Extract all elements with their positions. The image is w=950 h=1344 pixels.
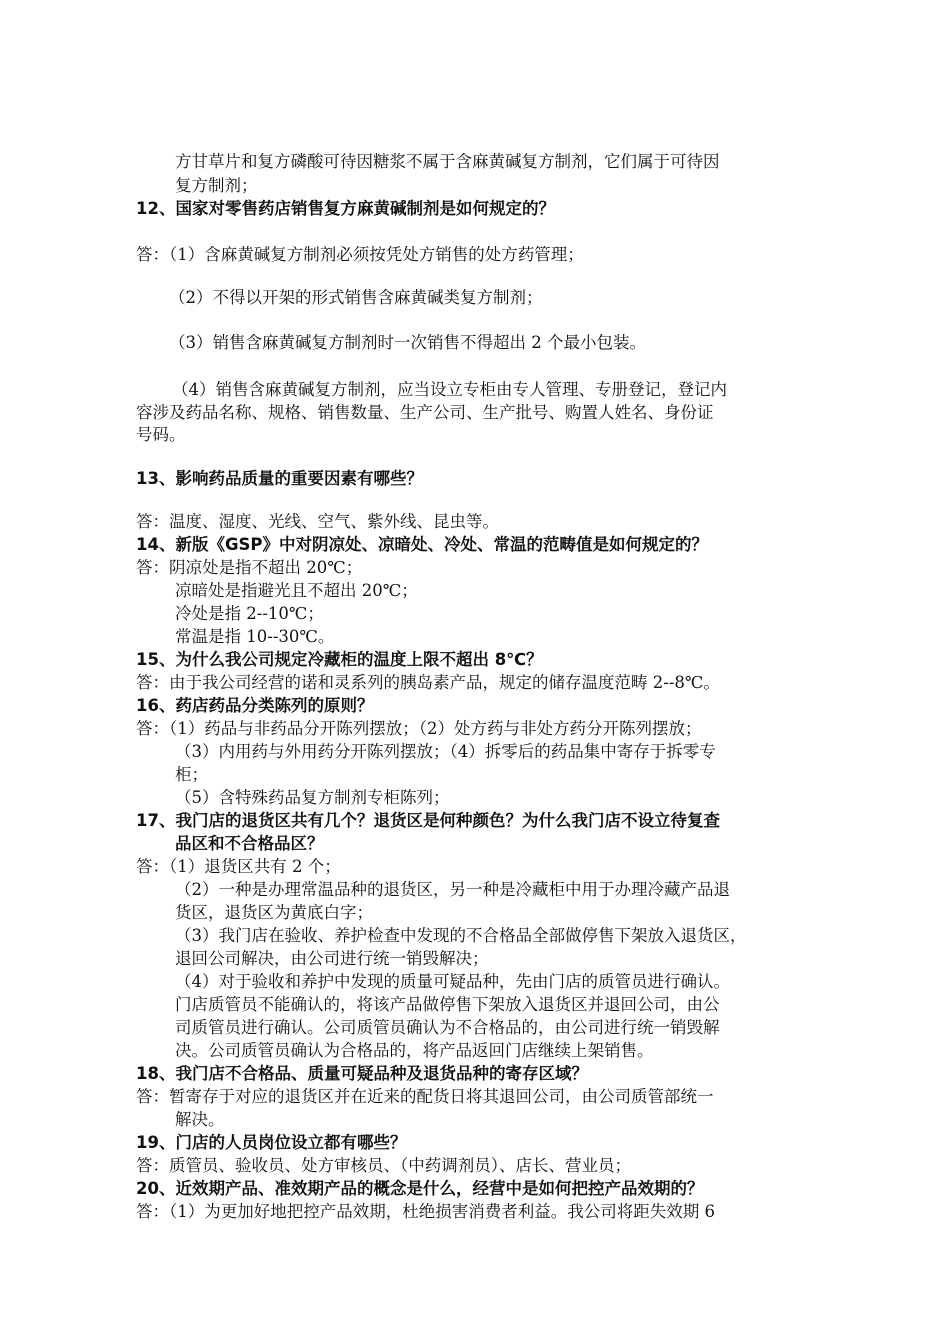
answer-line: 冷处是指 2--10℃； bbox=[175, 604, 324, 623]
answer-line: 解决。 bbox=[175, 1110, 225, 1129]
question-heading: 12、国家对零售药店销售复方麻黄碱制剂是如何规定的？ bbox=[136, 199, 555, 218]
answer-line: 答：由于我公司经营的诺和灵系列的胰岛素产品，规定的储存温度范畴 2--8℃。 bbox=[136, 673, 720, 692]
answer-line: 答：（1）含麻黄碱复方制剂必须按凭处方销售的处方药管理； bbox=[136, 245, 584, 264]
answer-line: 答：暂寄存于对应的退货区并在近来的配货日将其退回公司，由公司质管部统一 bbox=[136, 1087, 714, 1106]
answer-line: （2）不得以开架的形式销售含麻黄碱类复方制剂； bbox=[169, 288, 543, 307]
answer-line: 常温是指 10--30℃。 bbox=[175, 627, 335, 646]
answer-line: （3）销售含麻黄碱复方制剂时一次销售不得超出 2 个最小包装。 bbox=[169, 333, 646, 352]
question-heading: 18、我门店不合格品、质量可疑品种及退货品种的寄存区域？ bbox=[136, 1064, 588, 1083]
answer-line: 货区，退货区为黄底白字； bbox=[175, 903, 373, 922]
answer-line: 答：阴凉处是指不超出 20℃； bbox=[136, 558, 363, 577]
answer-line: 答：（1）药品与非药品分开陈列摆放；（2）处方药与非处方药分开陈列摆放； bbox=[136, 719, 702, 738]
answer-line: 柜； bbox=[175, 765, 208, 784]
answer-line: 门店质管员不能确认的，将该产品做停售下架放入退货区并退回公司，由公 bbox=[175, 995, 720, 1014]
answer-line: 凉暗处是指避光且不超出 20℃； bbox=[175, 581, 418, 600]
answer-line: 答：（1）为更加好地把控产品效期，杜绝损害消费者利益。我公司将距失效期 6 bbox=[136, 1202, 715, 1221]
answer-line: 答：温度、湿度、光线、空气、紫外线、昆虫等。 bbox=[136, 512, 499, 531]
answer-line: 决。公司质管员确认为合格品的，将产品返回门店继续上架销售。 bbox=[175, 1041, 654, 1060]
answer-line: （4）对于验收和养护中发现的质量可疑品种，先由门店的质管员进行确认。 bbox=[175, 972, 730, 991]
question-heading: 15、为什么我公司规定冷藏柜的温度上限不超出 8℃？ bbox=[136, 650, 543, 669]
answer-line: 退回公司解决，由公司进行统一销毁解决； bbox=[175, 949, 489, 968]
answer-line: 答：（1）退货区共有 2 个； bbox=[136, 857, 341, 876]
answer-line: （2）一种是办理常温品种的退货区，另一种是冷藏柜中用于办理冷藏产品退 bbox=[175, 880, 730, 899]
answer-line: （3）我门店在验收、养护检查中发现的不合格品全部做停售下架放入退货区， bbox=[175, 926, 747, 945]
question-heading: 14、新版《GSP》中对阴凉处、凉暗处、冷处、常温的范畴值是如何规定的？ bbox=[136, 535, 708, 554]
question-heading: 16、药店药品分类陈列的原则？ bbox=[136, 696, 374, 715]
question-heading: 13、影响药品质量的重要因素有哪些？ bbox=[136, 469, 423, 488]
text-line: 方甘草片和复方磷酸可待因糖浆不属于含麻黄碱复方制剂，它们属于可待因 bbox=[175, 152, 720, 171]
answer-line: 答：质管员、验收员、处方审核员、（中药调剂员）、店长、营业员； bbox=[136, 1156, 631, 1175]
text-line: 复方制剂； bbox=[175, 176, 258, 195]
question-heading: 20、近效期产品、准效期产品的概念是什么，经营中是如何把控产品效期的？ bbox=[136, 1179, 704, 1198]
answer-line: 号码。 bbox=[136, 425, 186, 444]
answer-line: 司质管员进行确认。公司质管员确认为不合格品的，由公司进行统一销毁解 bbox=[175, 1018, 720, 1037]
question-heading: 17、我门店的退货区共有几个？退货区是何种颜色？为什么我门店不设立待复查 bbox=[136, 811, 720, 830]
answer-line: （5）含特殊药品复方制剂专柜陈列； bbox=[175, 788, 450, 807]
question-heading: 品区和不合格品区？ bbox=[175, 834, 324, 853]
answer-line: （4）销售含麻黄碱复方制剂，应当设立专柜由专人管理、专册登记，登记内 bbox=[172, 380, 727, 399]
answer-line: （3）内用药与外用药分开陈列摆放；（4）拆零后的药品集中寄存于拆零专 bbox=[175, 742, 716, 761]
question-heading: 19、门店的人员岗位设立都有哪些？ bbox=[136, 1133, 407, 1152]
answer-line: 容涉及药品名称、规格、销售数量、生产公司、生产批号、购置人姓名、身份证 bbox=[136, 403, 714, 422]
